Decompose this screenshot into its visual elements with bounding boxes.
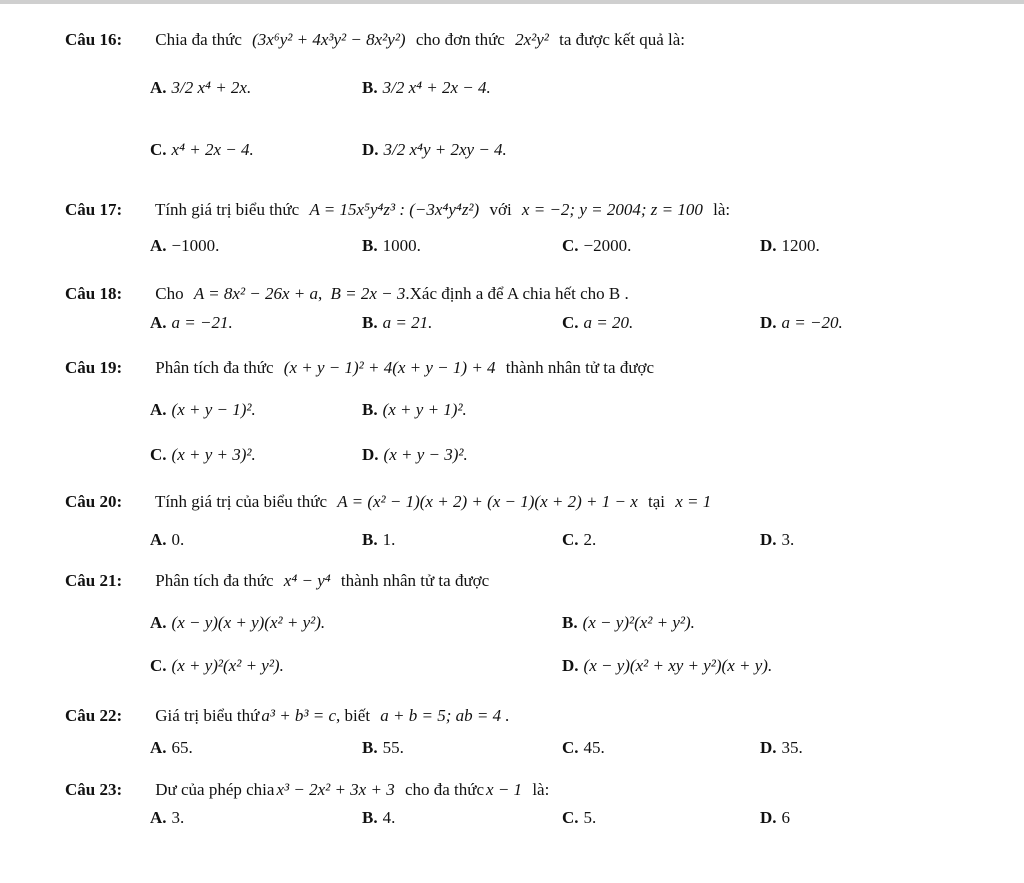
option-d[interactable] xyxy=(760,530,794,550)
option-b[interactable] xyxy=(562,613,695,633)
question-text: ta được kết quả là: xyxy=(559,30,685,49)
option-label: B. xyxy=(362,738,378,757)
question-text: thành nhân tử ta được xyxy=(505,358,655,377)
option-c[interactable] xyxy=(562,313,633,333)
option-label: D. xyxy=(362,140,379,159)
math-expression: a³ + b³ = c xyxy=(261,706,337,725)
option-a[interactable] xyxy=(150,530,184,550)
option-c[interactable] xyxy=(562,530,596,550)
option-label: C. xyxy=(150,140,167,159)
option-value: 3/2 x⁴y + 2xy − 4. xyxy=(383,140,507,159)
math-expression: B = 2x − 3 xyxy=(330,284,406,303)
question-text: Tính giá trị của biểu thức xyxy=(154,492,328,511)
question-text: tại xyxy=(648,492,665,511)
option-label: D. xyxy=(760,808,777,827)
math-expression: A = 15x⁵y⁴z³ : (−3x⁴y⁴z²) xyxy=(309,200,480,219)
option-a[interactable] xyxy=(150,613,325,633)
math-expression: x³ − 2x² + 3x + 3 xyxy=(276,780,395,799)
option-label: A. xyxy=(150,78,167,97)
option-label: D. xyxy=(760,236,777,255)
option-value: 2. xyxy=(583,530,597,549)
question-16-stem xyxy=(65,30,685,50)
option-label: B. xyxy=(562,613,578,632)
option-d[interactable] xyxy=(760,313,843,333)
option-value: 6 xyxy=(781,808,791,827)
option-label: D. xyxy=(562,656,579,675)
option-label: A. xyxy=(150,236,167,255)
question-number: Câu 17: xyxy=(65,200,123,219)
question-text: là: xyxy=(532,780,550,799)
option-value: (x + y − 1)². xyxy=(171,400,256,419)
option-label: B. xyxy=(362,808,378,827)
question-text: là: xyxy=(713,200,731,219)
option-label: C. xyxy=(562,738,579,757)
option-d[interactable] xyxy=(362,140,507,160)
question-text: Phân tích đa thức xyxy=(155,358,274,377)
math-expression: A = (x² − 1)(x + 2) + (x − 1)(x + 2) + 1 − x xyxy=(337,492,638,511)
option-d[interactable] xyxy=(760,808,790,828)
option-b[interactable] xyxy=(362,400,467,420)
option-value: a = 21. xyxy=(382,313,433,332)
option-d[interactable] xyxy=(760,738,803,758)
question-text: cho đa thức xyxy=(404,780,485,799)
math-expression: A = 8x² − 26x + a xyxy=(193,284,319,303)
option-value: 1200. xyxy=(781,236,820,255)
option-c[interactable] xyxy=(562,808,596,828)
math-expression: a + b = 5; ab = 4 . xyxy=(380,706,510,725)
math-expression: x = −2; y = 2004; z = 100 xyxy=(521,200,703,219)
question-22-stem xyxy=(65,706,510,726)
option-value: 5. xyxy=(583,808,597,827)
option-label: D. xyxy=(760,313,777,332)
question-number: Câu 23: xyxy=(65,780,123,799)
question-text: , biết xyxy=(336,706,371,725)
option-value: (x + y)²(x² + y²). xyxy=(171,656,284,675)
option-b[interactable] xyxy=(362,236,421,256)
option-value: x⁴ + 2x − 4. xyxy=(171,140,254,159)
option-a[interactable] xyxy=(150,400,256,420)
option-value: 35. xyxy=(781,738,803,757)
option-label: A. xyxy=(150,613,167,632)
option-value: 3. xyxy=(781,530,795,549)
option-value: −2000. xyxy=(583,236,632,255)
option-b[interactable] xyxy=(362,313,432,333)
option-value: a = −20. xyxy=(781,313,843,332)
option-value: (x − y)(x + y)(x² + y²). xyxy=(171,613,326,632)
option-c[interactable] xyxy=(150,656,284,676)
option-c[interactable] xyxy=(150,140,254,160)
option-c[interactable] xyxy=(562,738,605,758)
option-value: 3/2 x⁴ + 2x − 4. xyxy=(382,78,491,97)
math-expression: 2x²y² xyxy=(515,30,549,49)
math-expression: (3x⁶y² + 4x³y² − 8x²y²) xyxy=(252,30,406,49)
option-label: C. xyxy=(150,445,167,464)
question-number: Câu 21: xyxy=(65,571,123,590)
option-label: C. xyxy=(562,808,579,827)
question-number: Câu 19: xyxy=(65,358,123,377)
option-label: C. xyxy=(562,236,579,255)
option-label: D. xyxy=(760,530,777,549)
option-value: 3. xyxy=(171,808,185,827)
option-label: D. xyxy=(760,738,777,757)
question-number: Câu 16: xyxy=(65,30,123,49)
option-c[interactable] xyxy=(562,236,631,256)
question-text: cho đơn thức xyxy=(415,30,505,49)
option-a[interactable] xyxy=(150,78,251,98)
math-expression: x = 1 xyxy=(675,492,712,511)
question-text: Phân tích đa thức xyxy=(155,571,274,590)
option-value: 1. xyxy=(382,530,396,549)
option-a[interactable] xyxy=(150,236,219,256)
question-number: Câu 20: xyxy=(65,492,123,511)
top-border xyxy=(0,0,1024,4)
option-b[interactable] xyxy=(362,78,491,98)
option-a[interactable] xyxy=(150,738,193,758)
option-c[interactable] xyxy=(150,445,256,465)
option-value: 3/2 x⁴ + 2x. xyxy=(171,78,252,97)
option-value: (x − y)(x² + xy + y²)(x + y). xyxy=(583,656,773,675)
option-value: 0. xyxy=(171,530,185,549)
option-value: a = −21. xyxy=(171,313,233,332)
question-text: Dư của phép chia xyxy=(155,780,275,799)
option-value: (x + y + 1)². xyxy=(382,400,467,419)
option-label: B. xyxy=(362,530,378,549)
option-label: B. xyxy=(362,78,378,97)
option-label: B. xyxy=(362,400,378,419)
question-number: Câu 22: xyxy=(65,706,123,725)
option-label: A. xyxy=(150,400,167,419)
option-value: (x − y)²(x² + y²). xyxy=(582,613,695,632)
option-d[interactable] xyxy=(562,656,772,676)
option-label: B. xyxy=(362,313,378,332)
option-value: 1000. xyxy=(382,236,421,255)
option-value: 55. xyxy=(382,738,404,757)
question-number: Câu 18: xyxy=(65,284,123,303)
math-expression: x⁴ − y⁴ xyxy=(283,571,331,590)
option-value: a = 20. xyxy=(583,313,634,332)
question-text: thành nhân tử ta được xyxy=(340,571,490,590)
question-20-stem xyxy=(65,492,711,512)
question-text: Cho xyxy=(155,284,184,303)
math-expression: (x + y − 1)² + 4(x + y − 1) + 4 xyxy=(283,358,496,377)
question-21-stem xyxy=(65,571,489,591)
option-label: A. xyxy=(150,738,167,757)
question-17-stem xyxy=(65,200,730,220)
option-label: D. xyxy=(362,445,379,464)
option-b[interactable] xyxy=(362,530,395,550)
question-18-stem xyxy=(65,284,629,304)
option-value: −1000. xyxy=(171,236,220,255)
question-text: , xyxy=(318,284,323,303)
question-text: với xyxy=(489,200,512,219)
question-text: Giá trị biểu thứ xyxy=(155,706,260,725)
question-text: .Xác định a để A chia hết cho B . xyxy=(405,284,629,303)
option-label: A. xyxy=(150,808,167,827)
option-value: 4. xyxy=(382,808,396,827)
option-label: A. xyxy=(150,313,167,332)
option-label: C. xyxy=(150,656,167,675)
option-b[interactable] xyxy=(362,808,395,828)
option-d[interactable] xyxy=(760,236,820,256)
option-value: (x + y − 3)². xyxy=(383,445,468,464)
option-a[interactable] xyxy=(150,808,184,828)
option-b[interactable] xyxy=(362,738,404,758)
question-text: Tính giá trị biểu thức xyxy=(154,200,300,219)
option-value: 65. xyxy=(171,738,193,757)
question-text: Chia đa thức xyxy=(155,30,242,49)
question-23-stem xyxy=(65,780,549,800)
option-value: (x + y + 3)². xyxy=(171,445,256,464)
option-d[interactable] xyxy=(362,445,468,465)
option-label: B. xyxy=(362,236,378,255)
math-expression: x − 1 xyxy=(486,780,523,799)
question-19-stem xyxy=(65,358,654,378)
option-label: A. xyxy=(150,530,167,549)
option-a[interactable] xyxy=(150,313,233,333)
option-value: 45. xyxy=(583,738,605,757)
option-label: C. xyxy=(562,530,579,549)
option-label: C. xyxy=(562,313,579,332)
